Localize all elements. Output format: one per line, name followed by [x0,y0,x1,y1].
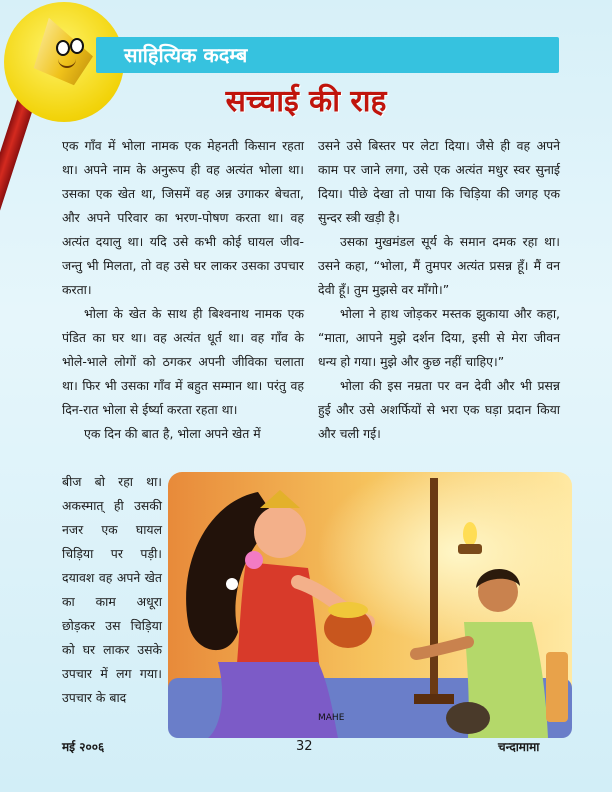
pen-eye-right [70,38,84,54]
paragraph: भोला ने हाथ जोड़कर मस्तक झुकाया और कहा, “माता, आपने मुझे दर्शन दिया, इसी से मेरा जीवन धन्य हो गया। मुझे और कुछ नहीं चाहिए।” [318,306,560,369]
lamp-pole [430,478,438,698]
magazine-name: चन्दामामा [498,740,540,754]
paragraph: उसने उसे बिस्तर पर लेटा दिया। जैसे ही वह अपने काम पर जाने लगा, उसे एक अत्यंत मधुर स्वर सुनाई दिया। पीछे देखा तो पाया कि चिड़िया की जगह एक सुन्दर स्त्री खड़ी है। [318,138,560,225]
story-title: सच्चाई की राह [225,84,387,119]
clay-pot [446,702,490,734]
paragraph: बीज बो रहा था। अकस्मात् ही उसकी नजर एक घायल चिड़िया पर पड़ी। दयावश वह अपने खेत का काम अधूरा छोड़कर उस चिड़िया को घर लाकर उसके उपचार में लग गया। उपचार के बाद [62,474,162,705]
right-column [318,134,560,446]
lamp-base [414,694,454,704]
paragraph: एक गाँव में भोला नामक एक मेहनती किसान रहता था। अपने नाम के अनुरूप ही वह अत्यंत भोला था। उसका एक खेत था, जिसमें वह अन्न उगाकर बेचता, और अपने परिवार का भरण-पोषण करता था। वह अत्यंत दयालु था। यदि उसे कभी कोई घायल जीव-जन्तु भी मिलता, तो वह उसे घर लाकर उसका उपचार करता। [62,138,304,297]
issue-date: मई २००६ [62,740,105,754]
artist-signature: MAHE [318,713,345,723]
lamp-cup [458,544,482,554]
page-number: 32 [296,739,313,754]
section-title: साहित्यिक कदम्ब [124,43,248,67]
story-illustration [168,472,572,738]
paragraph: भोला की इस नम्रता पर वन देवी और भी प्रसन्न हुई और उसे अशर्फियों से भरा एक घड़ा प्रदान किया और चली गई। [318,378,560,441]
pot-coins [328,602,368,618]
paragraph: एक दिन की बात है, भोला अपने खेत में [84,426,261,441]
left-column [62,134,304,446]
pen-eye-left [56,40,70,56]
flower-pink [245,551,263,569]
lamp-flame [463,522,477,546]
paragraph: उसका मुखमंडल सूर्य के समान दमक रहा था। उसने कहा, “भोला, मैं तुमपर अत्यंत प्रसन्न हूँ। मैं वन देवी हूँ। तुम मुझसे वर माँगो।” [318,234,560,297]
goddess-head [254,506,306,558]
scroll-bundle [546,652,568,722]
paragraph: भोला के खेत के साथ ही बिश्वनाथ नामक एक पंडित का घर था। वह अत्यंत धूर्त था। वह गाँव के भोले-भाले लोगों को ठगकर अपनी जीविका चलाता था। फिर भी उसका गाँव में बहुत सम्मान था। परंतु वह दिन-रात भोला से ईर्ष्या करता रहता था। [62,306,304,417]
narrow-column [62,470,162,710]
goddess-skirt [208,662,338,738]
flower-white [226,578,238,590]
